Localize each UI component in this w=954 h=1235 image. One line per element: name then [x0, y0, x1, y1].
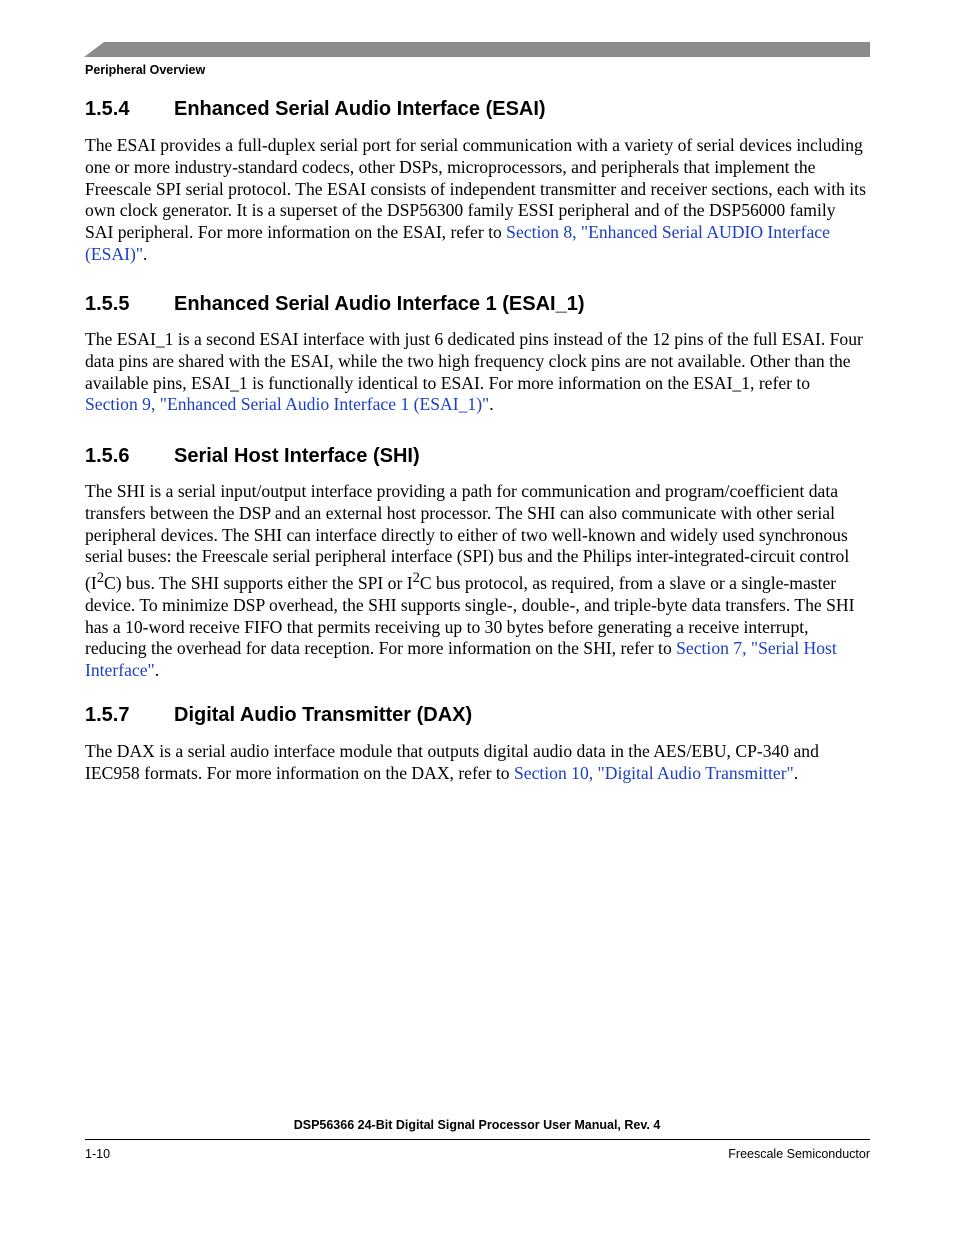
- body-text: The SHI is a serial input/output interface providing a path for communication and program/coefficient data transfers between the DSP and an external host processor. The SHI can also communicate with other serial peripheral devices. The SHI can interface directly to either of two well-known and widely used synchronous serial buses: the Freescale serial peripheral interface (SPI) bus and the Philips inter-integrated-circuit control (I: [85, 481, 850, 594]
- section-heading-1-5-4: [85, 98, 546, 121]
- body-text: .: [143, 243, 148, 264]
- section-body-1-5-4: [85, 135, 867, 266]
- section-number: 1.5.7: [85, 704, 130, 726]
- section-number: 1.5.4: [85, 98, 130, 120]
- footer-rule: [85, 1139, 870, 1140]
- cross-reference-link[interactable]: Section 7, "Serial Host Interface": [85, 638, 837, 681]
- body-text: .: [489, 394, 494, 415]
- section-title: Digital Audio Transmitter (DAX): [174, 704, 473, 726]
- cross-reference-link[interactable]: Section 9, "Enhanced Serial Audio Interface 1 (ESAI_1)": [85, 394, 490, 415]
- section-title: Enhanced Serial Audio Interface (ESAI): [174, 98, 546, 120]
- section-body-1-5-7: [85, 741, 867, 785]
- section-heading-1-5-7: [85, 704, 472, 727]
- section-title: Serial Host Interface (SHI): [174, 445, 420, 467]
- section-body-1-5-6: [85, 481, 867, 682]
- section-number: 1.5.5: [85, 293, 130, 315]
- cross-reference-link[interactable]: Section 10, "Digital Audio Transmitter": [514, 762, 794, 783]
- body-text: The DAX is a serial audio interface module that outputs digital audio data in the AES/EBU, CP-340 and IEC958 formats. For more information on the DAX, refer to: [85, 741, 819, 783]
- cross-reference-link[interactable]: Section 8, "Enhanced Serial AUDIO Interface (ESAI)": [85, 222, 830, 264]
- running-head: Peripheral Overview: [85, 63, 206, 77]
- header-bar: [84, 42, 870, 57]
- footer-title: DSP56366 24-Bit Digital Signal Processor User Manual, Rev. 4: [293, 1118, 661, 1132]
- superscript: 2: [96, 570, 105, 587]
- section-heading-1-5-5: [85, 293, 585, 316]
- page-number: 1-10: [85, 1147, 111, 1161]
- section-heading-1-5-6: [85, 445, 420, 468]
- section-body-1-5-5: [85, 329, 867, 416]
- footer-company: Freescale Semiconductor: [728, 1147, 870, 1161]
- body-text: C) bus. The SHI supports either the SPI or I: [104, 573, 413, 594]
- body-text: The ESAI provides a full-duplex serial port for serial communication with a variety of serial devices including one or more industry-standard codecs, other DSPs, microprocessors, and peripherals that implement the Freescale SPI serial protocol. The ESAI consists of independent transmitter and receiver sections, each with its own clock generator. It is a superset of the DSP56300 family ESSI peripheral and of the DSP56000 family SAI peripheral. For more information on the ESAI, refer to: [85, 135, 866, 243]
- body-text: The ESAI_1 is a second ESAI interface with just 6 dedicated pins instead of the 12 pins of the full ESAI. Four data pins are shared with the ESAI, while the two high frequency clock pins are not available. Other than the available pins, ESAI_1 is functionally identical to ESAI. For more information on the ESAI_1, refer to: [85, 329, 863, 393]
- section-number: 1.5.6: [85, 445, 130, 467]
- body-text: C bus protocol, as required, from a slave or a single-master device. To minimize DSP overhead, the SHI supports single-, double-, and triple-byte data transfers. The SHI has a 10-word receive FIFO that permits receiving up to 30 bytes before generating a receive interrupt, reducing the overhead for data reception. For more information on the SHI, refer to: [85, 573, 855, 659]
- section-title: Enhanced Serial Audio Interface 1 (ESAI_1): [174, 293, 585, 315]
- body-text: .: [793, 762, 799, 783]
- superscript: 2: [412, 570, 420, 587]
- body-text: .: [154, 660, 160, 681]
